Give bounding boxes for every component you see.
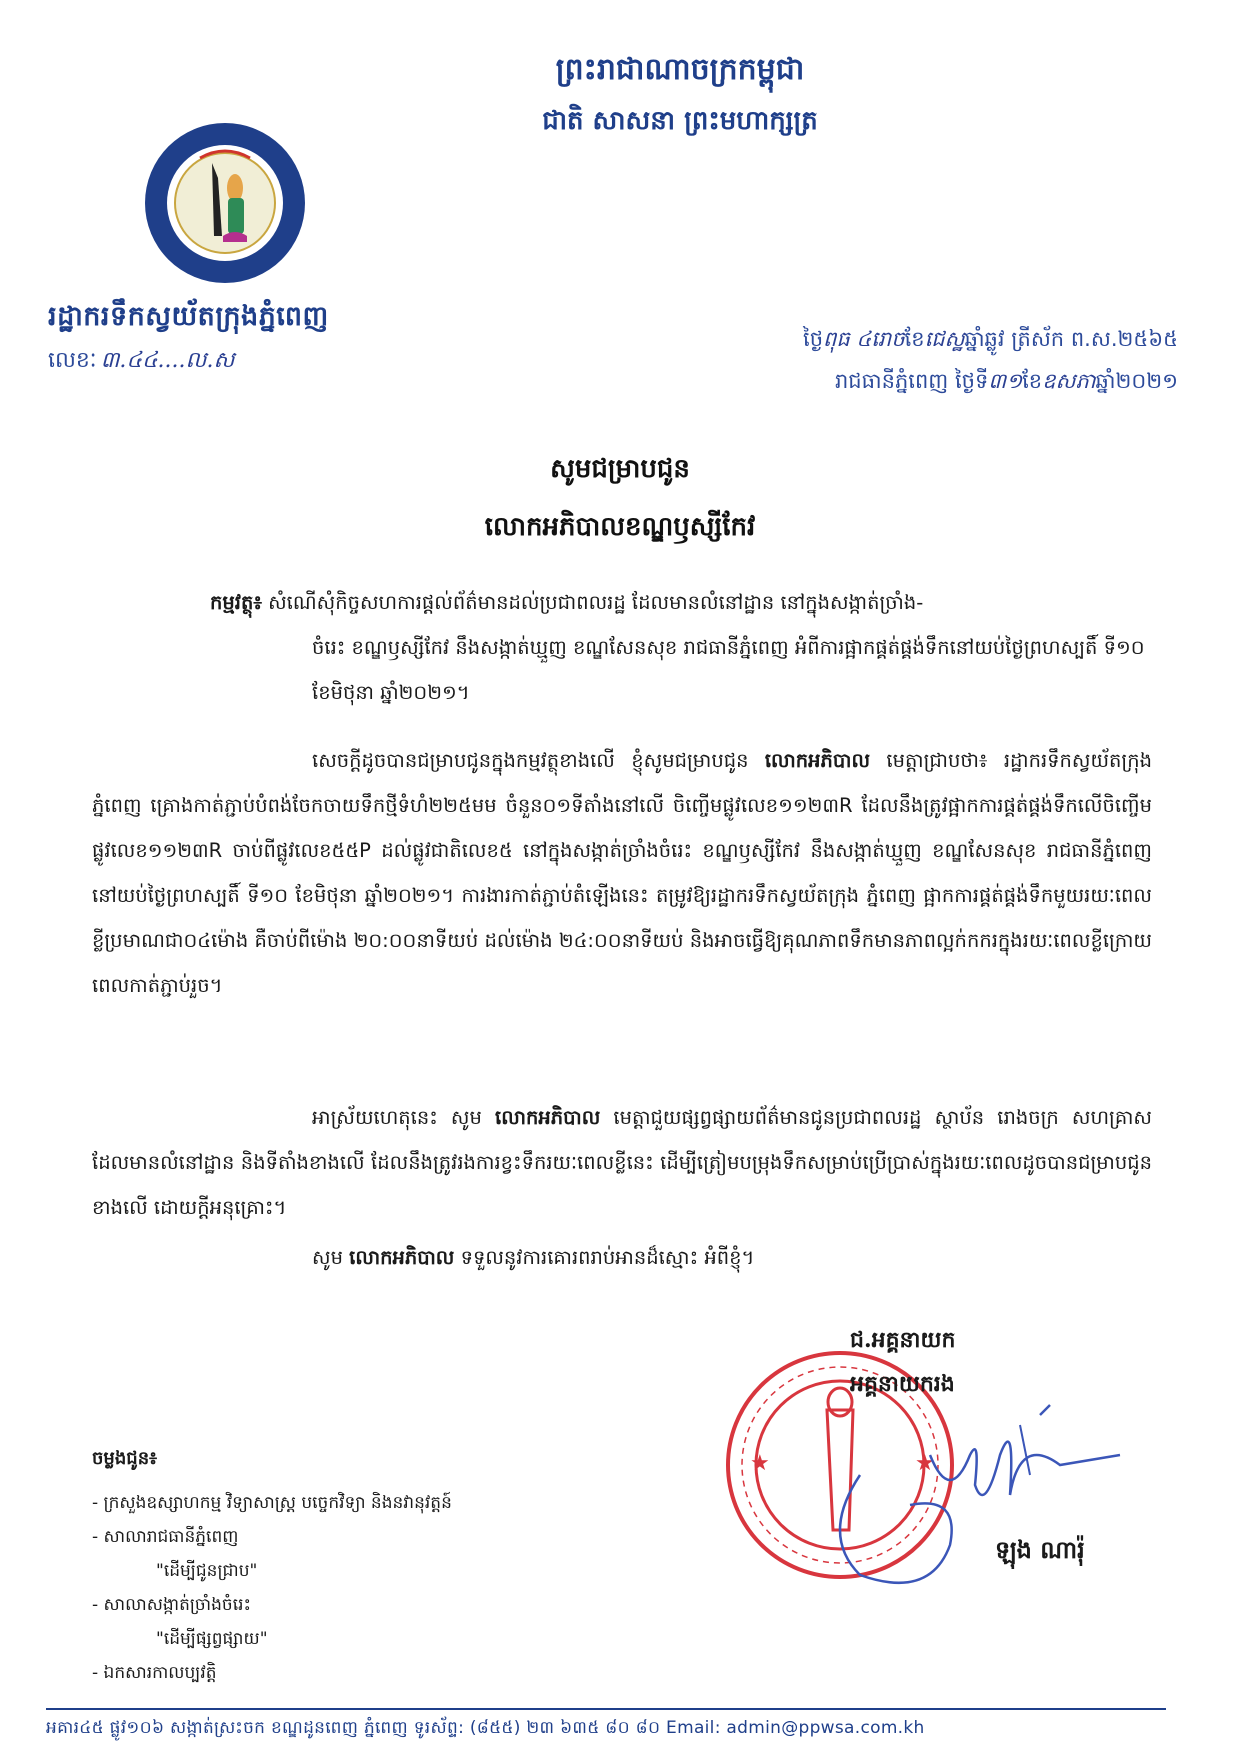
organization-name: រដ្ឋាករទឹកស្វយ័តក្រុងភ្នំពេញ [48,301,329,332]
paragraph-1-rest: មេត្តាជ្រាបថា៖ រដ្ឋាករទឹកស្វយ័តក្រុងភ្នំពេញ គ្រោងកាត់ភ្ជាប់បំពង់ចែកចាយទឹកថ្មីទំហំ២២៥មម ចំនួន០១ទីតាំងនៅលើ ចិញ្ចើមផ្លូវលេខ១១២៣R ដែលនឹងត្រូវផ្អាកការផ្គត់ផ្គង់ទឹកលើចិញ្ចើមផ្លូវលេខ១១២៣R ចាប់ពីផ្លូវលេខ៥៥P ដល់ផ្លូវជាតិលេខ៥ នៅក្នុងសង្កាត់ច្រាំងចំរេះ ខណ្ឌឫស្សីកែវ នឹងសង្កាត់ឃ្មួញ ខណ្ឌសែនសុខ រាជធានីភ្នំពេញ នៅយប់ថ្ងៃព្រហស្បតិ៍ ទី១០ ខែមិថុនា ឆ្នាំ២០២១។ ការងារកាត់ភ្ជាប់តំឡើងនេះ តម្រូវឱ្យរដ្ឋាករទឹកស្វយ័តក្រុង ភ្នំពេញ ផ្អាកការផ្គត់ផ្គង់ទឹកមួយរយៈពេលខ្លីប្រមាណជា០៤ម៉ោង គឺចាប់ពីម៉ោង ២០:០០នាទីយប់ ដល់ម៉ោង ២៤:០០នាទីយប់ និងអាចធ្វើឱ្យគុណភាពទឹកមានភាពល្អក់កករក្នុងរយៈពេលខ្លីក្រោយពេលកាត់ភ្ជាប់រួច។ [92,749,1152,997]
national-motto: ជាតិ សាសនា ព្រះមហាក្សត្រ [542,106,818,136]
cc-item-note: "ដើម្បីជូនជ្រាប" [156,1561,258,1581]
paragraph-2-rest: មេត្តាជួយផ្សព្វផ្សាយព័ត៌មានជូនប្រជាពលរដ្ឋ ស្ថាប័ន រោងចក្រ សហគ្រាស ដែលមានលំនៅដ្ឋាន និងទីតាំងខាងលើ ដែលនឹងត្រូវរងការខ្វះទឹករយៈពេលខ្លីនេះ ដើម្បីត្រៀមបម្រុងទឹកសម្រាប់ប្រើប្រាស់ក្នុងរយៈពេលដូចបានជម្រាបជូនខាងលើ ដោយក្តីអនុគ្រោះ។ [92,1106,1152,1219]
paragraph-1-intro: សេចក្តីដូចបានជម្រាបជូនក្នុងកម្មវត្ថុខាងលើ ខ្ញុំសូមជម្រាបជូន [312,749,749,772]
lunar-month-label: ខែ [904,327,925,351]
cc-title: ចម្លងជូន៖ [92,1448,158,1469]
solar-month-value: ឧសភា [1042,369,1096,393]
subject-line1: សំណើសុំកិច្ចសហការផ្តល់ព័ត៌មានដល់ប្រជាពលរដ្ឋ ដែលមានលំនៅដ្ឋាន នៅក្នុងសង្កាត់ច្រាំង- [268,591,924,614]
footer-address: អគារ៤៥ ផ្លូវ១០៦ សង្កាត់ស្រះចក ខណ្ឌដូនពេញ ភ្នំពេញ ទូរស័ព្ទ: (៨៥៥) ២៣ ៦៣៥ ៨០ ៨០ Email: admin@ppwsa.com.kh [46,1718,925,1738]
paragraph-3-bold: លោកអភិបាល [349,1246,455,1269]
lunar-day-label: ថ្ងៃ [803,327,824,351]
addressee-block [0,452,1240,548]
svg-text:★: ★ [750,1451,770,1476]
ppwsa-logo [140,118,310,288]
cc-item: - សាលាសង្កាត់ច្រាំងចំរេះ [92,1595,251,1615]
addressee-line2: លោកអភិបាលខណ្ឌឫស្សីកែវ [484,512,756,542]
paragraph-2 [92,1095,1152,1230]
signatory-title-line1: ជ.អគ្គនាយក [850,1327,956,1353]
subject-block [210,580,1150,715]
paragraph-3-intro: សូម [312,1246,350,1269]
paragraph-1 [92,738,1152,1008]
signatory-title-line2: អគ្គនាយករង [850,1371,955,1397]
solar-date [803,360,1178,402]
lunar-month-value: ជេស្ឋ [924,327,965,351]
handwritten-signature [800,1395,1140,1595]
solar-month-label: ខែ [1022,369,1043,393]
lunar-date [803,318,1178,360]
addressee-line1: សូមជម្រាបជូន [550,454,690,484]
lunar-year: ឆ្នាំឆ្លូវ ត្រីស័ក ព.ស.២៥៦៥ [964,327,1178,351]
reference-number [48,346,234,378]
lunar-day-value: ពុធ ៤រោច [823,327,905,351]
signatory-title [850,1318,955,1406]
reference-label: លេខៈ [48,348,97,373]
signatory-name: ឡុង ណារ៉ុ [995,1535,1085,1564]
paragraph-1-bold: លោកអភិបាល [764,749,871,772]
date-block [803,318,1178,402]
svg-text:★: ★ [915,1451,935,1476]
cc-item: - សាលារាជធានីភ្នំពេញ [92,1527,239,1547]
reference-value: ៣.៤៤....ល.ស [100,348,235,373]
cc-item: - ឯកសារកាលប្បវត្តិ [92,1663,217,1683]
paragraph-3 [92,1235,1152,1280]
subject-label: កម្មវត្ថុ៖ [210,591,262,614]
paragraph-2-bold: លោកអភិបាល [495,1106,601,1129]
kingdom-title: ព្រះរាជាណាចក្រកម្ពុជា [555,52,805,87]
cc-item-note: "ដើម្បីផ្សព្វផ្សាយ" [156,1629,268,1649]
subject-rest: ចំរេះ ខណ្ឌឫស្សីកែវ នឹងសង្កាត់ឃ្មួញ ខណ្ឌសែនសុខ រាជធានីភ្នំពេញ អំពីការផ្អាកផ្គត់ផ្គង់ទឹកនៅយប់ថ្ងៃព្រហស្បតិ៍ ទី១០ ខែមិថុនា ឆ្នាំ២០២១។ [312,636,1145,704]
paragraph-2-intro: អាស្រ័យហេតុនេះ សូម [312,1106,496,1129]
solar-day-label: រាជធានីភ្នំពេញ ថ្ងៃទី [834,369,989,393]
paragraph-3-rest: ទទួលនូវការគោរពរាប់អានដ៏ស្មោះ អំពីខ្ញុំ។ [454,1246,755,1269]
solar-year: ឆ្នាំ២០២១ [1095,369,1178,393]
solar-day-value: ៣១ [988,369,1023,393]
footer-divider [46,1708,1166,1710]
cc-item: - ក្រសួងឧស្សាហកម្ម វិទ្យាសាស្ត្រ បច្ចេកវិទ្យា និងនវានុវត្តន៍ [92,1493,452,1513]
cc-list [92,1442,452,1690]
